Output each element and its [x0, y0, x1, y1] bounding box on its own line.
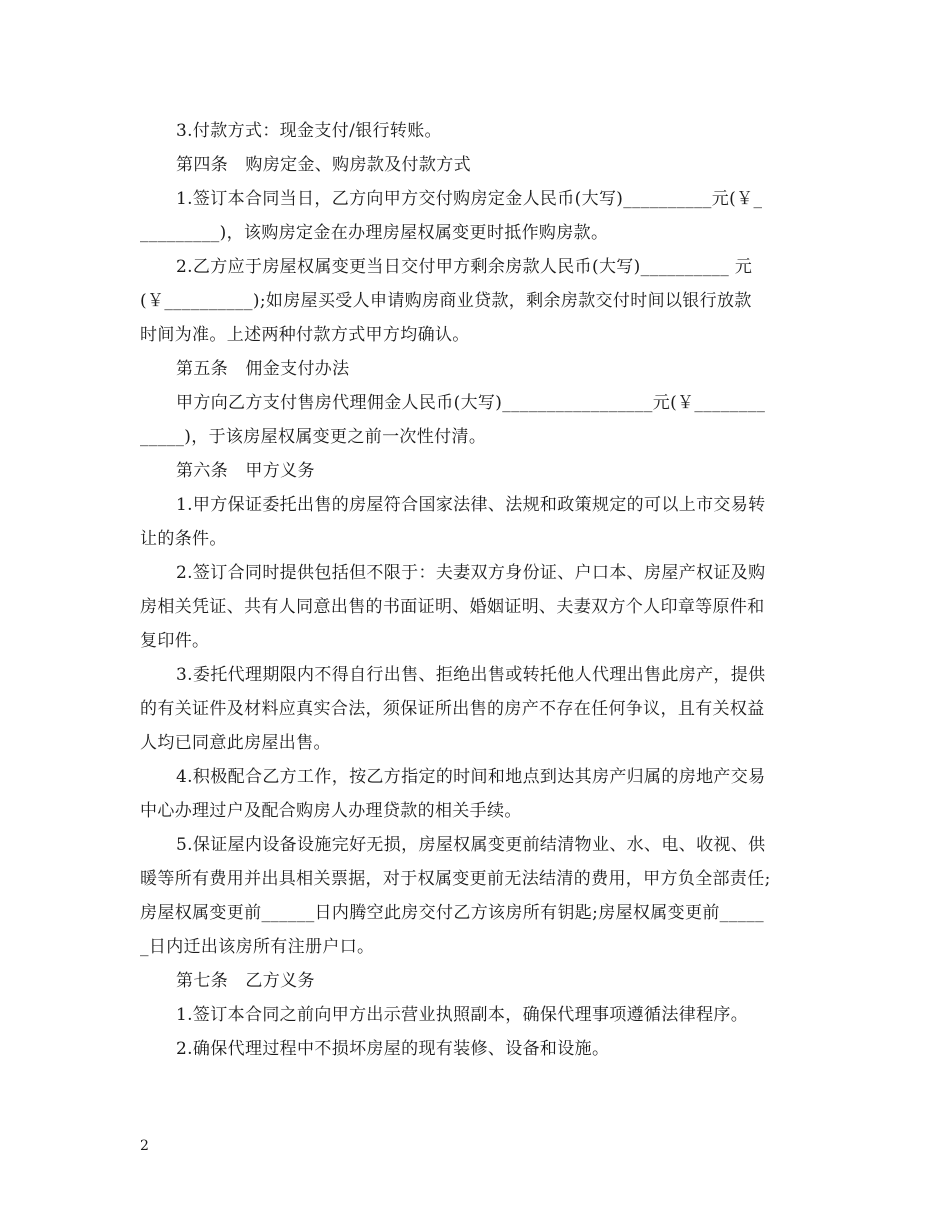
party-a-obligation-2-line-1: 2.签订合同时提供包括但不限于：夫妻双方身份证、户口本、房屋产权证及购: [176, 563, 766, 583]
party-a-obligation-1-line-2: 让的条件。: [140, 529, 227, 549]
deposit-clause-line-2: _________)，该购房定金在办理房屋权属变更时抵作购房款。: [140, 223, 609, 243]
article-seven-heading: 第七条 乙方义务: [176, 971, 315, 991]
remaining-payment-line-3: 时间为准。上述两种付款方式甲方均确认。: [140, 325, 470, 345]
remaining-payment-line-1: 2.乙方应于房屋权属变更当日交付甲方剩余房款人民币(大写)__________ 元: [176, 257, 753, 277]
party-a-obligation-5-line-3: 房屋权属变更前______日内腾空此房交付乙方该房所有钥匙;房屋权属变更前_____: [140, 903, 764, 923]
deposit-clause-line-1: 1.签订本合同当日，乙方向甲方交付购房定金人民币(大写)__________元(￥_: [176, 189, 763, 209]
article-six-heading: 第六条 甲方义务: [176, 461, 315, 481]
party-a-obligation-5-line-1: 5.保证屋内设备设施完好无损，房屋权属变更前结清物业、水、电、收视、供: [176, 835, 766, 855]
party-a-obligation-3-line-3: 人均已同意此房屋出售。: [140, 733, 331, 753]
commission-clause-line-1: 甲方向乙方支付售房代理佣金人民币(大写)_________________元(￥________: [176, 393, 766, 413]
party-b-obligation-1: 1.签订本合同之前向甲方出示营业执照副本，确保代理事项遵循法律程序。: [176, 1005, 749, 1025]
commission-clause-line-2: _____)，于该房屋权属变更之前一次性付清。: [140, 427, 487, 447]
party-a-obligation-3-line-1: 3.委托代理期限内不得自行出售、拒绝出售或转托他人代理出售此房产，提供: [176, 665, 766, 685]
party-a-obligation-5-line-2: 暖等所有费用并出具相关票据，对于权属变更前无法结清的费用，甲方负全部责任;: [140, 869, 771, 889]
page-number: 2: [140, 1138, 149, 1154]
payment-method-clause: 3.付款方式：现金支付/银行转账。: [176, 121, 442, 141]
article-four-heading: 第四条 购房定金、购房款及付款方式: [176, 155, 471, 175]
remaining-payment-line-2: (￥__________);如房屋买受人申请购房商业贷款，剩余房款交付时间以银行放款: [140, 291, 752, 311]
party-a-obligation-4-line-2: 中心办理过户及配合购房人办理贷款的相关手续。: [140, 801, 522, 821]
party-a-obligation-1-line-1: 1.甲方保证委托出售的房屋符合国家法律、法规和政策规定的可以上市交易转: [176, 495, 766, 515]
party-a-obligation-2-line-2: 房相关凭证、共有人同意出售的书面证明、婚姻证明、夫妻双方个人印章等原件和: [140, 597, 765, 617]
party-a-obligation-4-line-1: 4.积极配合乙方工作，按乙方指定的时间和地点到达其房产归属的房地产交易: [176, 767, 766, 787]
article-five-heading: 第五条 佣金支付办法: [176, 359, 350, 379]
party-b-obligation-2: 2.确保代理过程中不损坏房屋的现有装修、设备和设施。: [176, 1039, 610, 1059]
party-a-obligation-5-line-4: _日内迁出该房所有注册户口。: [140, 937, 375, 957]
party-a-obligation-3-line-2: 的有关证件及材料应真实合法，须保证所出售的房产不存在任何争议，且有关权益: [140, 699, 765, 719]
party-a-obligation-2-line-3: 复印件。: [140, 631, 210, 651]
document-body: [140, 114, 815, 1066]
